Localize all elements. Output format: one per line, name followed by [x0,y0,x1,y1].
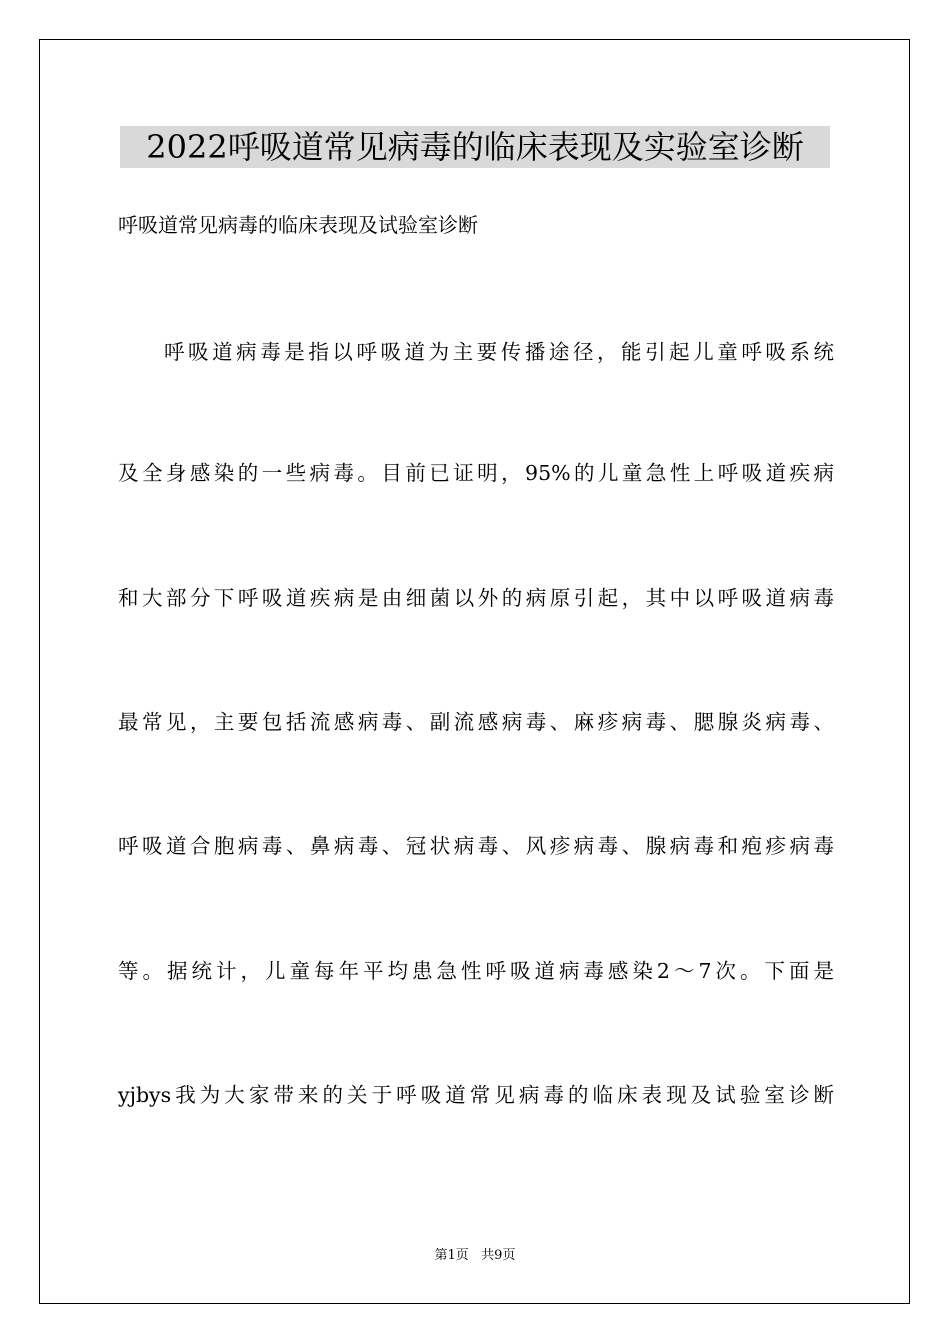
paragraph-line: 和大部分下呼吸道疾病是由细菌以外的病原引起，其中以呼吸道病毒 [118,586,834,610]
page-footer: 第1页 共9页 [434,1248,516,1263]
paragraph-line: 呼吸道合胞病毒、鼻病毒、冠状病毒、风疹病毒、腺病毒和疱疹病毒 [118,834,834,858]
paragraph-line: 等。据统计，儿童每年平均患急性呼吸道病毒感染2～7次。下面是 [118,959,834,983]
document-subtitle: 呼吸道常见病毒的临床表现及试验室诊断 [118,213,478,237]
paragraph-line: 及全身感染的一些病毒。目前已证明，95%的儿童急性上呼吸道疾病 [118,461,834,485]
paragraph-line: yjbys我为大家带来的关于呼吸道常见病毒的临床表现及试验室诊断 [118,1083,834,1107]
paragraph-line: 最常见，主要包括流感病毒、副流感病毒、麻疹病毒、腮腺炎病毒、 [118,710,834,734]
paragraph-line: 呼吸道病毒是指以呼吸道为主要传播途径，能引起儿童呼吸系统 [164,340,834,364]
document-title: 2022呼吸道常见病毒的临床表现及实验室诊断 [120,126,830,168]
